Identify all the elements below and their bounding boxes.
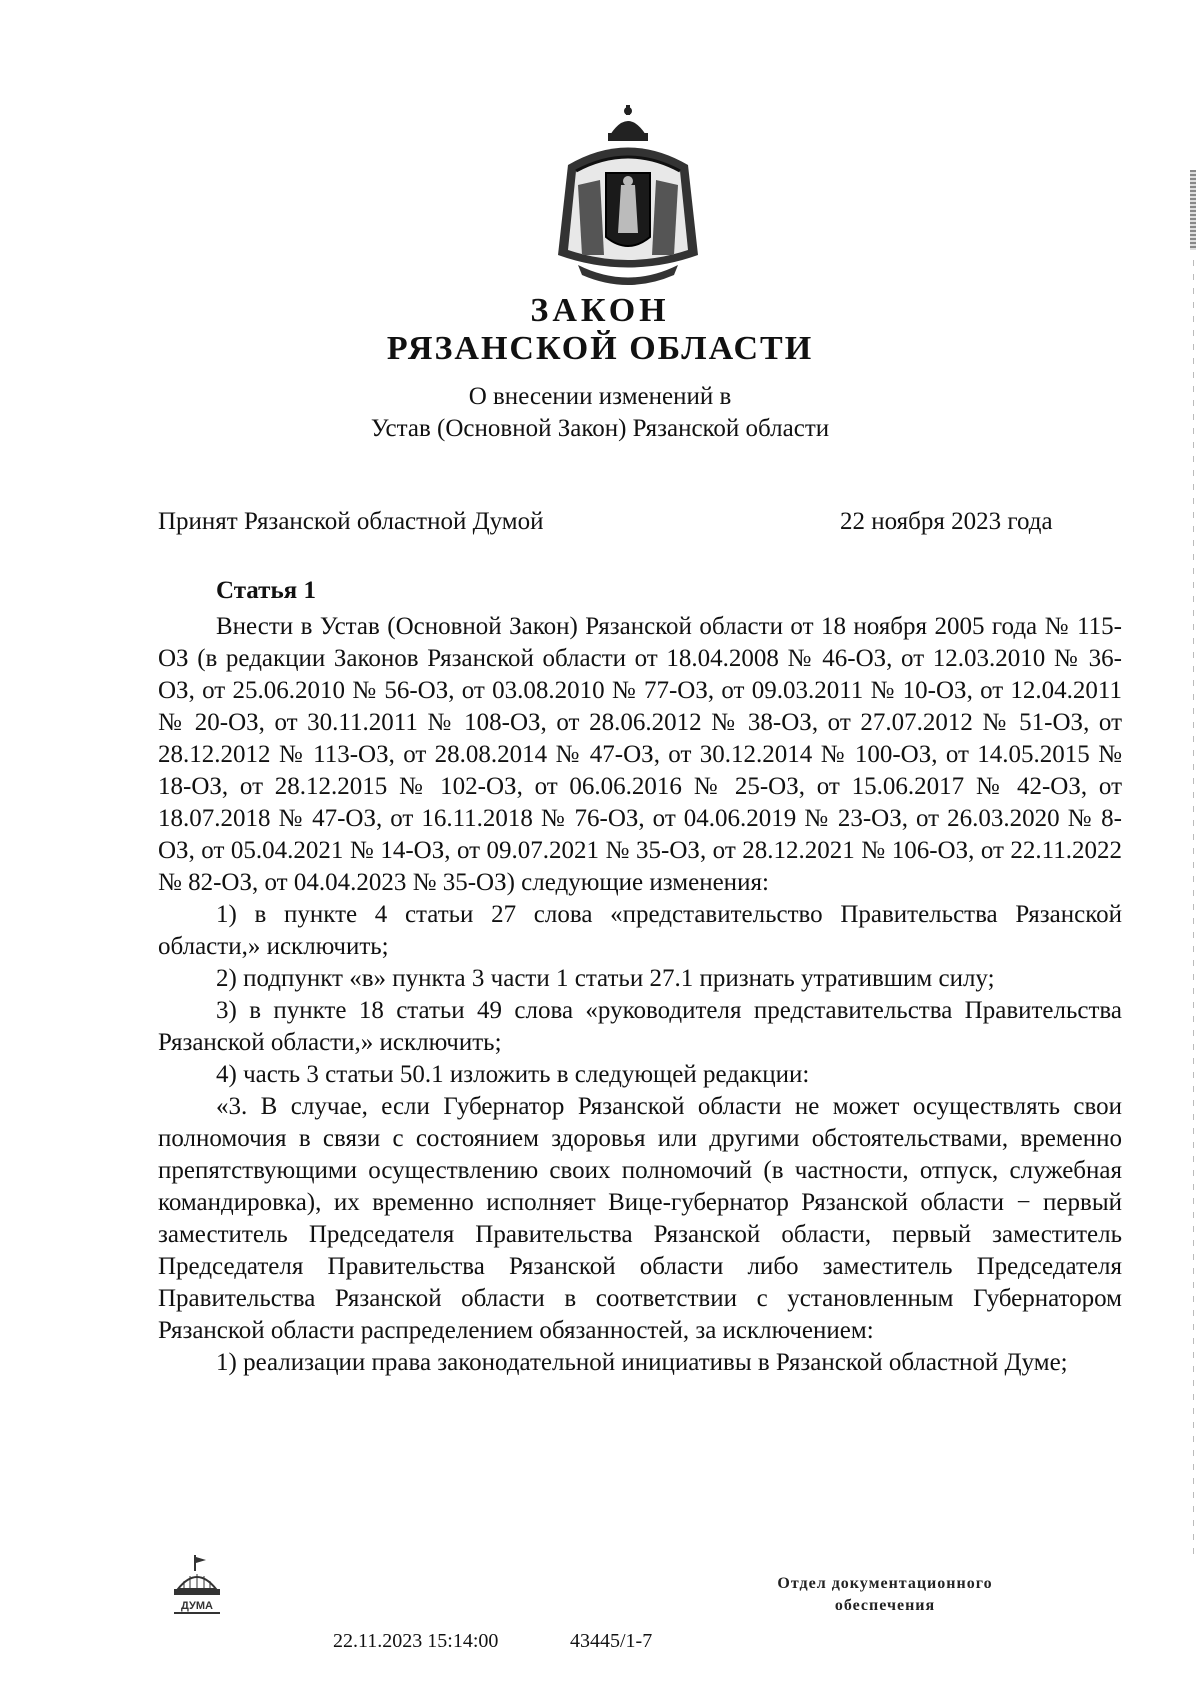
adoption-date: 22 ноября 2023 года (840, 508, 1053, 535)
article-paragraph: 1) в пункте 4 статьи 27 слова «представительство Правительства Рязанской области,» исключить; (158, 901, 1122, 960)
scan-edge-line (1193, 260, 1194, 1560)
article-paragraph: Внести в Устав (Основной Закон) Рязанской области от 18 ноября 2005 года № 115-ОЗ (в редакции Законов Рязанской области от 18.04.2008 № 46-ОЗ, от 12.03.2010 № 36-ОЗ, от 25.06.2010 № 56-ОЗ, от 03.08.2010 № 77-ОЗ, от 09.03.2011 № 10-ОЗ, от 12.04.2011 № 20-ОЗ, от 30.11.2011 № 108-ОЗ, от 28.06.2012 № 38-ОЗ, от 27.07.2012 № 51-ОЗ, от 28.12.2012 № 113-ОЗ, от 28.08.2014 № 47-ОЗ, от 30.12.2014 № 100-ОЗ, от 14.05.2015 № 18-ОЗ, от 28.12.2015 № 102-ОЗ, от 06.06.2016 № 25-ОЗ, от 15.06.2017 № 42-ОЗ, от 18.07.2018 № 47-ОЗ, от 16.11.2018 № 76-ОЗ, от 04.06.2019 № 23-ОЗ, от 26.03.2020 № 8-ОЗ, от 05.04.2021 № 14-ОЗ, от 09.07.2021 № 35-ОЗ, от 28.12.2021 № 106-ОЗ, от 22.11.2022 № 82-ОЗ, от 04.04.2023 № 35-ОЗ) следующие изменения: (158, 613, 1122, 896)
department-stamp (740, 1573, 1030, 1617)
duma-logo-text: ДУМА (181, 1600, 213, 1612)
article-paragraph: 4) часть 3 статьи 50.1 изложить в следующей редакции: (216, 1061, 810, 1088)
footer-registration-number: 43445/1-7 (570, 1630, 653, 1652)
stamp-line: Отдел документационного (777, 1575, 993, 1592)
article-paragraph: 3) в пункте 18 статьи 49 слова «руководителя представительства Правительства Рязанской области,» исключить; (158, 997, 1122, 1056)
scan-edge-artifact (1190, 170, 1196, 250)
coat-of-arms-icon (548, 105, 708, 295)
document-title: ЗАКОН (530, 292, 670, 329)
document-subtitle-line2: Устав (Основной Закон) Рязанской области (370, 415, 830, 442)
document-subtitle-line1: О внесении изменений в (468, 383, 732, 410)
duma-logo-icon (170, 1555, 224, 1619)
adopted-by: Принят Рязанской областной Думой (158, 508, 544, 535)
article-title: Статья 1 (216, 577, 316, 604)
article-paragraph: 1) реализации права законодательной инициативы в Рязанской областной Думе; (216, 1349, 1068, 1376)
footer-timestamp: 22.11.2023 15:14:00 (333, 1630, 499, 1652)
document-title-region: РЯЗАНСКОЙ ОБЛАСТИ (386, 330, 814, 367)
article-body (158, 611, 1122, 1379)
article-paragraph: «3. В случае, если Губернатор Рязанской области не может осуществлять свои полномочия в связи с состоянием здоровья или другими обстоятельствами, временно препятствующими осуществлению своих полномочий (в частности, отпуск, служебная командировка), их временно исполняет Вице-губернатор Рязанской области − первый заместитель Председателя Правительства Рязанской области, первый заместитель Председателя Правительства Рязанской области либо заместитель Председателя Правительства Рязанской области в соответствии с установленным Губернатором Рязанской области распределением обязанностей, за исключением: (158, 1093, 1122, 1344)
stamp-line: обеспечения (834, 1597, 936, 1614)
article-paragraph: 2) подпункт «в» пункта 3 части 1 статьи 27.1 признать утратившим силу; (216, 965, 995, 992)
